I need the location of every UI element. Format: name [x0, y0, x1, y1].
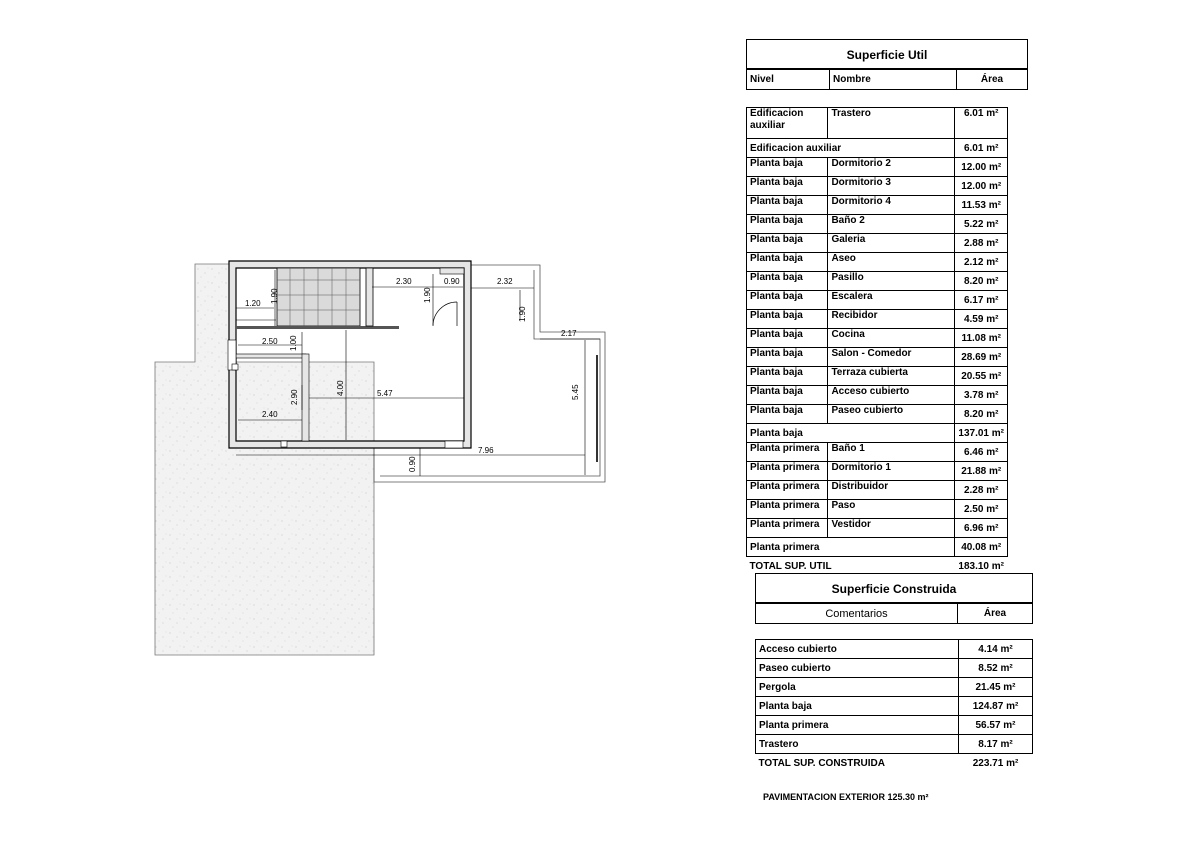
construida-row [756, 659, 1033, 678]
util-row-area: 6.01 m² [955, 108, 1008, 139]
construida-row [756, 678, 1033, 697]
util-row-nivel: Planta baja [747, 424, 955, 443]
util-row [747, 108, 1008, 139]
util-row-nivel: Planta baja [747, 405, 828, 424]
util-row [747, 310, 1008, 329]
dim-label-4-00: 4.00 [336, 380, 345, 396]
construida-row [756, 697, 1033, 716]
util-row-nombre: Recibidor [828, 310, 955, 329]
dim-label-2-30: 2.30 [396, 277, 412, 286]
util-row-area: 2.12 m² [955, 253, 1008, 272]
util-table [746, 107, 1008, 575]
util-row-nombre: Galeria [828, 234, 955, 253]
util-subtotal-row [747, 538, 1008, 557]
util-row-nivel: Planta primera [747, 462, 828, 481]
util-row-nombre: Escalera [828, 291, 955, 310]
construida-table-title: Superficie Construida [755, 573, 1033, 603]
util-row-nombre: Pasillo [828, 272, 955, 291]
util-row [747, 253, 1008, 272]
util-header-nivel: Nivel [747, 70, 830, 90]
util-row [747, 215, 1008, 234]
construida-total-label: TOTAL SUP. CONSTRUIDA [758, 757, 885, 769]
util-row [747, 329, 1008, 348]
construida-row-area: 8.17 m² [959, 735, 1033, 754]
util-row-nombre: Acceso cubierto [828, 386, 955, 405]
util-row-area: 8.20 m² [955, 405, 1008, 424]
dim-label-1-90-door: 1.90 [423, 287, 432, 303]
construida-row-nombre: Trastero [756, 735, 959, 754]
construida-table-header [755, 603, 1033, 624]
util-subtotal-row [747, 139, 1008, 158]
util-row-area: 40.08 m² [955, 538, 1008, 557]
util-row-area: 137.01 m² [955, 424, 1008, 443]
util-row-nombre: Dormitorio 1 [828, 462, 955, 481]
util-row [747, 348, 1008, 367]
dim-label-2-32: 2.32 [497, 277, 513, 286]
dim-label-1-00: 1.00 [289, 335, 298, 351]
util-row-nombre: Trastero [828, 108, 955, 139]
util-header-nombre: Nombre [830, 70, 957, 90]
util-row [747, 196, 1008, 215]
util-row-nivel: Planta primera [747, 538, 955, 557]
construida-row-nombre: Planta primera [756, 716, 959, 735]
util-row-nombre: Dormitorio 2 [828, 158, 955, 177]
util-row-nivel: Planta primera [747, 481, 828, 500]
util-row [747, 443, 1008, 462]
util-row-area: 6.96 m² [955, 519, 1008, 538]
util-row-nivel: Edificacion auxiliar [747, 108, 828, 139]
construida-row [756, 716, 1033, 735]
util-row-area: 11.53 m² [955, 196, 1008, 215]
util-row-area: 12.00 m² [955, 158, 1008, 177]
util-row-nombre: Vestidor [828, 519, 955, 538]
dim-label-2-40: 2.40 [262, 410, 278, 419]
util-row-area: 6.01 m² [955, 139, 1008, 158]
util-row [747, 158, 1008, 177]
construida-header-area: Área [958, 604, 1033, 624]
util-row-nivel: Planta primera [747, 443, 828, 462]
util-row [747, 405, 1008, 424]
util-row [747, 462, 1008, 481]
util-row-area: 3.78 m² [955, 386, 1008, 405]
util-row [747, 367, 1008, 386]
dim-label-5-47: 5.47 [377, 389, 393, 398]
util-row-nombre: Terraza cubierta [828, 367, 955, 386]
dim-label-0-90: 0.90 [444, 277, 460, 286]
util-row [747, 500, 1008, 519]
util-row-area: 8.20 m² [955, 272, 1008, 291]
dim-label-7-96: 7.96 [478, 446, 494, 455]
util-row-nivel: Planta baja [747, 215, 828, 234]
dim-label-2-50: 2.50 [262, 337, 278, 346]
util-row-area: 4.59 m² [955, 310, 1008, 329]
util-row-nivel: Planta baja [747, 386, 828, 405]
util-row-area: 2.88 m² [955, 234, 1008, 253]
construida-row-area: 4.14 m² [959, 640, 1033, 659]
dim-label-2-17: 2.17 [561, 329, 577, 338]
util-row-nivel: Planta baja [747, 348, 828, 367]
util-row-nombre: Baño 2 [828, 215, 955, 234]
construida-row-nombre: Acceso cubierto [756, 640, 959, 659]
util-row [747, 481, 1008, 500]
util-row-nombre: Dormitorio 3 [828, 177, 955, 196]
util-row-area: 21.88 m² [955, 462, 1008, 481]
util-row-nivel: Planta baja [747, 367, 828, 386]
construida-row [756, 735, 1033, 754]
construida-table [755, 639, 1033, 772]
dim-label-0-90-bottom: 0.90 [408, 456, 417, 472]
util-row-area: 6.46 m² [955, 443, 1008, 462]
util-row-nivel: Planta baja [747, 234, 828, 253]
util-row-area: 2.28 m² [955, 481, 1008, 500]
dim-label-1-20: 1.20 [245, 299, 261, 308]
construida-total-value: 223.71 m² [972, 757, 1019, 769]
util-row-nivel: Planta baja [747, 310, 828, 329]
util-row-area: 12.00 m² [955, 177, 1008, 196]
util-row [747, 291, 1008, 310]
util-row-area: 6.17 m² [955, 291, 1008, 310]
construida-header-comentarios: Comentarios [756, 604, 958, 624]
util-subtotal-row [747, 424, 1008, 443]
dim-label-1-90-terrace: 1.90 [518, 306, 527, 322]
util-total-value: 183.10 m² [958, 560, 1004, 572]
util-row-nombre: Salon - Comedor [828, 348, 955, 367]
pavimentacion-note: PAVIMENTACION EXTERIOR 125.30 m² [763, 792, 929, 802]
util-row-nivel: Planta baja [747, 291, 828, 310]
construida-row [756, 640, 1033, 659]
util-header-area: Área [957, 70, 1028, 90]
util-row [747, 519, 1008, 538]
util-row-nivel: Planta baja [747, 177, 828, 196]
util-row-nombre: Distribuidor [828, 481, 955, 500]
util-row-nivel: Planta baja [747, 196, 828, 215]
util-row-area: 5.22 m² [955, 215, 1008, 234]
construida-row-nombre: Pergola [756, 678, 959, 697]
dim-label-2-90: 2.90 [290, 389, 299, 405]
construida-row-area: 21.45 m² [959, 678, 1033, 697]
construida-row-nombre: Planta baja [756, 697, 959, 716]
util-row-nivel: Planta primera [747, 500, 828, 519]
util-row [747, 234, 1008, 253]
util-table-title: Superficie Util [746, 39, 1028, 69]
util-row [747, 177, 1008, 196]
util-row-nivel: Planta baja [747, 329, 828, 348]
util-row-nivel: Planta baja [747, 158, 828, 177]
util-row-nivel: Edificacion auxiliar [747, 139, 955, 158]
util-row-area: 28.69 m² [955, 348, 1008, 367]
util-row-nivel: Planta baja [747, 272, 828, 291]
util-row-nombre: Aseo [828, 253, 955, 272]
util-row-nombre: Dormitorio 4 [828, 196, 955, 215]
util-row-nombre: Paso [828, 500, 955, 519]
construida-total-row [756, 754, 1033, 773]
util-row-nivel: Planta baja [747, 253, 828, 272]
dim-label-1-90-stair: 1.90 [270, 288, 279, 304]
util-total-label: TOTAL SUP. UTIL [749, 560, 832, 572]
util-row-nivel: Planta primera [747, 519, 828, 538]
util-row-area: 11.08 m² [955, 329, 1008, 348]
util-row [747, 386, 1008, 405]
dim-label-5-45: 5.45 [571, 384, 580, 400]
construida-row-area: 124.87 m² [959, 697, 1033, 716]
util-row-nombre: Cocina [828, 329, 955, 348]
construida-row-area: 56.57 m² [959, 716, 1033, 735]
util-table-header [746, 69, 1028, 90]
util-row-area: 2.50 m² [955, 500, 1008, 519]
util-row-nombre: Paseo cubierto [828, 405, 955, 424]
util-row [747, 272, 1008, 291]
util-row-nombre: Baño 1 [828, 443, 955, 462]
construida-row-area: 8.52 m² [959, 659, 1033, 678]
construida-row-nombre: Paseo cubierto [756, 659, 959, 678]
util-row-area: 20.55 m² [955, 367, 1008, 386]
